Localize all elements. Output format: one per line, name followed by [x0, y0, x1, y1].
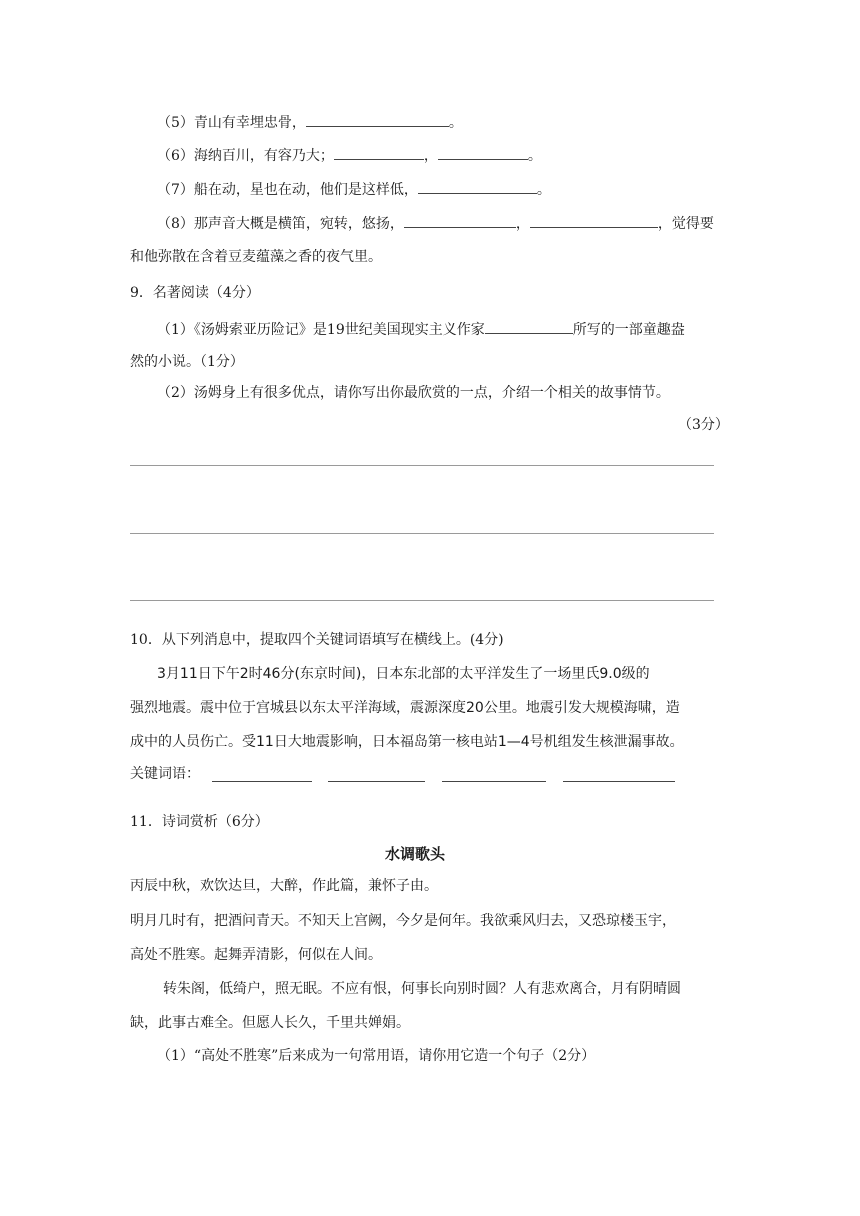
q9-part2: （2）汤姆身上有很多优点，请你写出你最欣赏的一点，介绍一个相关的故事情节。 [157, 385, 670, 401]
q9-part2-score: （3分） [678, 417, 729, 433]
keyword-blank-3[interactable] [442, 781, 546, 782]
poem-stanza-2-line-2: 缺，此事古难全。但愿人长久，千里共婵娟。 [130, 1015, 410, 1031]
answer-line[interactable] [130, 600, 714, 601]
q8-line-6-end: 。 [527, 148, 542, 164]
answer-blank[interactable] [334, 145, 424, 160]
q11-part1: （1）“高处不胜寒”后来成为一句常用语，请你用它造一个句子（2分） [157, 1048, 596, 1064]
q8-line-7-end: 。 [536, 182, 551, 198]
answer-blank[interactable] [485, 319, 573, 334]
poem-stanza-2-line-1: 转朱阁，低绮户，照无眠。不应有恨，何事长向别时圆？人有悲欢离合，月有阴晴圆 [163, 981, 681, 997]
q9-part1-text: （1）《汤姆索亚历险记》是19世纪美国现实主义作家 [157, 322, 485, 338]
keyword-blank-4[interactable] [563, 781, 675, 782]
q8-line-8-sep: ， [515, 216, 530, 232]
q8-line-8-tail: ，觉得要 [657, 216, 714, 232]
q8-line-7 [157, 179, 551, 200]
q11-heading: 11．诗词赏析（6分） [130, 814, 269, 830]
q9-part1-cont: 然的小说。（1分） [130, 354, 244, 370]
q8-line-6-sep: ， [423, 148, 438, 164]
q10-news-line-1: 3月11日下午2时46分(东京时间)，日本东北部的太平洋发生了一场里氏9.0级的 [157, 666, 650, 682]
answer-blank[interactable] [438, 145, 528, 160]
answer-blank[interactable] [418, 179, 537, 194]
q10-heading: 10．从下列消息中，提取四个关键词语填写在横线上。(4分) [130, 632, 504, 648]
q8-line-6 [157, 145, 542, 166]
q8-line-7-text: （7）船在动，星也在动，他们是这样低， [157, 182, 418, 198]
q8-line-8 [157, 213, 714, 234]
q9-part1 [157, 319, 685, 340]
q8-line-5 [157, 112, 463, 133]
q8-line-5-end: 。 [448, 115, 463, 131]
poem-stanza-1-line-1: 明月几时有，把酒问青天。不知天上宫阙，今夕是何年。我欲乘风归去，又恐琼楼玉宇， [130, 913, 676, 929]
q9-heading: 9．名著阅读（4分） [130, 285, 260, 301]
poem-title: 水调歌头 [385, 845, 446, 863]
q8-line-8-text: （8）那声音大概是横笛，宛转，悠扬， [157, 216, 404, 232]
answer-blank[interactable] [530, 213, 658, 228]
q10-news-line-3: 成中的人员伤亡。受11日大地震影响，日本福岛第一核电站1—4号机组发生核泄漏事故。 [130, 734, 684, 750]
keyword-blank-2[interactable] [328, 781, 425, 782]
q8-line-6-text: （6）海纳百川，有容乃大； [157, 148, 334, 164]
q8-line-5-text: （5）青山有幸埋忠骨， [157, 115, 306, 131]
answer-blank[interactable] [306, 112, 449, 127]
poem-stanza-1-line-2: 高处不胜寒。起舞弄清影，何似在人间。 [130, 947, 382, 963]
keyword-blank-1[interactable] [212, 781, 312, 782]
q10-news-line-2: 强烈地震。震中位于宫城县以东太平洋海域，震源深度20公里。地震引发大规模海啸，造 [130, 700, 680, 716]
q8-line-8-cont: 和他弥散在含着豆麦蕴藻之香的夜气里。 [130, 249, 382, 265]
answer-blank[interactable] [404, 213, 516, 228]
answer-line[interactable] [130, 533, 714, 534]
poem-preface: 丙辰中秋，欢饮达旦，大醉，作此篇，兼怀子由。 [130, 878, 438, 894]
q9-part1-tail: 所写的一部童趣盎 [572, 322, 685, 338]
answer-line[interactable] [130, 465, 714, 466]
q10-keyword-label: 关键词语： [130, 766, 200, 782]
